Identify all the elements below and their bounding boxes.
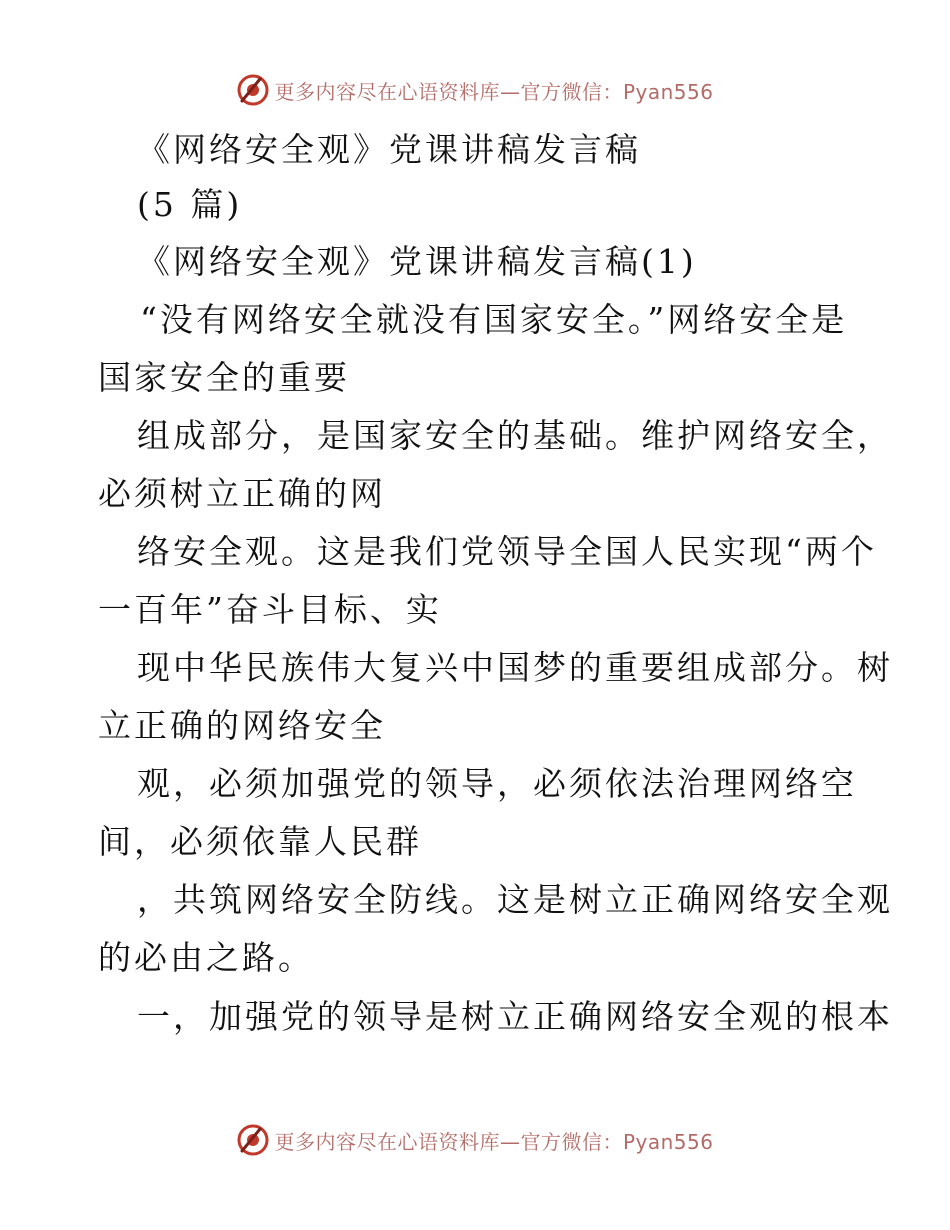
paragraph-line: 一百年”奋斗目标、实 (98, 590, 442, 629)
paragraph-line: 立正确的网络安全 (98, 706, 386, 745)
doc-title-line-2: (5 篇) (137, 185, 243, 224)
paragraph-line: 的必由之路。 (98, 938, 314, 977)
paragraph-line: 现中华民族伟大复兴中国梦的重要组成部分。树 (137, 648, 893, 687)
paragraph-line: “没有网络安全就没有国家安全。”网络安全是 (140, 300, 848, 339)
logo-icon (236, 1123, 270, 1157)
paragraph-line: 一，加强党的领导是树立正确网络安全观的根本 (137, 997, 893, 1036)
paragraph-line: ，共筑网络安全防线。这是树立正确网络安全观 (137, 880, 893, 919)
paragraph-line: 必须树立正确的网 (98, 474, 386, 513)
section-heading: 《网络安全观》党课讲稿发言稿(1) (137, 242, 697, 281)
doc-title-line-1: 《网络安全观》党课讲稿发言稿 (137, 130, 641, 169)
paragraph-line: 组成部分，是国家安全的基础。维护网络安全， (137, 416, 893, 455)
paragraph-line: 观，必须加强党的领导，必须依法治理网络空 (137, 764, 857, 803)
header-watermark-text: 更多内容尽在心语资料库—官方微信：Pyan556 (274, 79, 714, 104)
footer-watermark-text: 更多内容尽在心语资料库—官方微信：Pyan556 (274, 1129, 714, 1154)
logo-icon (236, 73, 270, 107)
footer-watermark (0, 1120, 950, 1160)
header-watermark (0, 70, 950, 110)
paragraph-line: 国家安全的重要 (98, 358, 350, 397)
paragraph-line: 络安全观。这是我们党领导全国人民实现“两个 (137, 532, 877, 571)
paragraph-line: 间，必须依靠人民群 (98, 822, 422, 861)
